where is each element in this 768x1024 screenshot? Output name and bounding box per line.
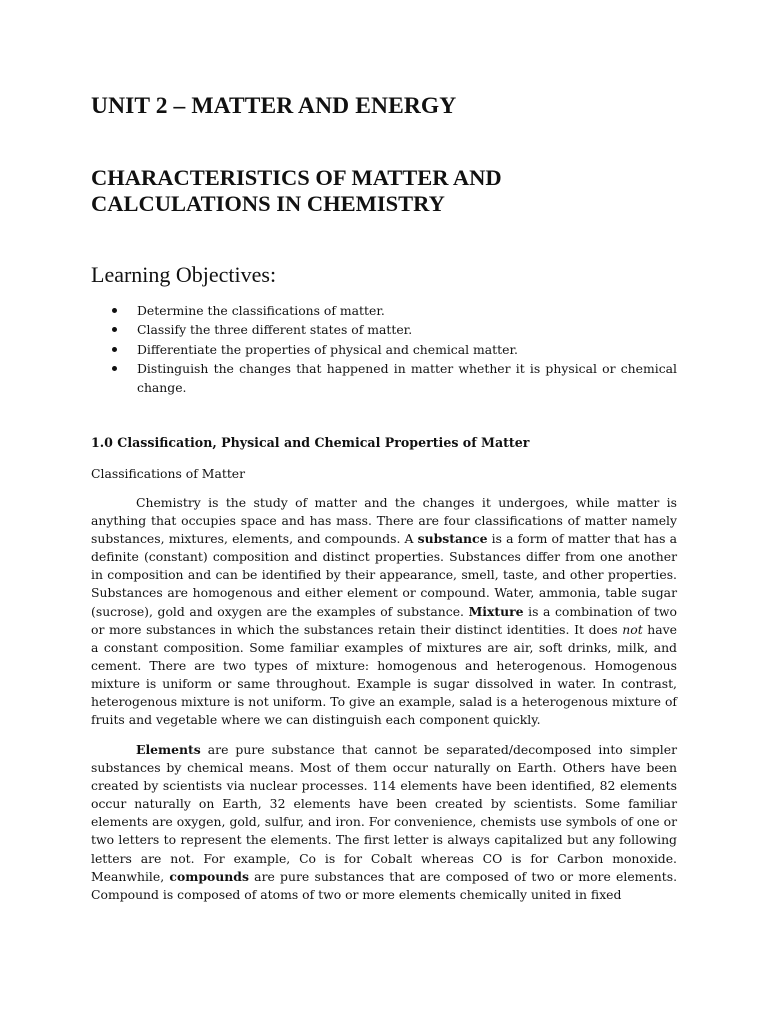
objective-text: Differentiate the properties of physical and chemical matter.: [137, 341, 518, 357]
bullet-icon: [112, 327, 117, 332]
learning-objectives-heading: Learning Objectives:: [91, 262, 277, 287]
paragraph-matter-classifications: [91, 494, 677, 729]
term-compounds: compounds: [169, 868, 249, 884]
bullet-icon: [112, 366, 117, 371]
objective-text: Distinguish the changes that happened in matter whether it is physical or chemical change.: [137, 360, 677, 396]
paragraph-text: are pure substance that cannot be separated/decomposed into simpler substances by chemical means. Most of them occur naturally on Earth. Others have been created by scientists via nuclear processes. 114 elements have been identified, 82 elements occur naturally on Earth, 32 elements have been created by scientists. Some familiar elements are oxygen, gold, sulfur, and iron. For convenience, chemists use symbols of one or two letters to represent the elements. The first letter is always capitalized but any following letters are not. For example, Co is for Cobalt whereas CO is for Carbon monoxide. Meanwhile,: [91, 742, 677, 884]
bullet-icon: [112, 347, 117, 352]
objective-item: [91, 359, 677, 398]
chapter-title-line-2: CALCULATIONS IN CHEMISTRY: [91, 191, 445, 216]
bullet-icon: [112, 308, 117, 313]
paragraph-text: have a constant composition. Some familiar examples of mixtures are air, soft drinks, milk, and cement. There are two types of mixture: homogenous and heterogenous. Homogenous mixture is uniform or same throughout. Example is sugar dissolved in water. In contrast, heterogenous mixture is not uniform. To give an example, salad is a heterogenous mixture of fruits and vegetable where we can distinguish each component quickly.: [91, 621, 678, 728]
term-elements: Elements: [136, 742, 201, 757]
chapter-title: [91, 165, 502, 217]
unit-title: UNIT 2 – MATTER AND ENERGY: [91, 93, 457, 119]
term-substance: substance: [417, 531, 488, 547]
paragraph-text: is a combination of two or more substances in which the substances retain their distinct identities. It does: [91, 603, 677, 637]
section-subheading: Classifications of Matter: [91, 466, 246, 481]
objective-text: Classify the three different states of matter.: [137, 322, 413, 338]
learning-objectives-list: [91, 301, 677, 397]
objective-text: Determine the classifications of matter.: [137, 303, 385, 318]
chapter-title-line-1: CHARACTERISTICS OF MATTER AND: [91, 165, 502, 190]
objective-item: [91, 320, 677, 339]
paragraph-text: Chemistry is the study of matter and the changes it undergoes, while matter is anything that occupies space and has mass. There are four classifications of matter namely substances, mixtures, elements, and compounds. A: [91, 495, 677, 547]
objective-item: [91, 340, 677, 359]
paragraph-text: is a form of matter that has a definite (constant) composition and distinct properties. Substances differ from one another in composition and can be identified by their appearance, smell, taste, and other properties. Substances are homogenous and either element or compound. Water, ammonia, table sugar (sucrose), gold and oxygen are the examples of substance.: [91, 531, 677, 619]
term-mixture: Mixture: [468, 603, 524, 619]
paragraph-elements-compounds: [91, 741, 677, 904]
section-heading: 1.0 Classification, Physical and Chemical Properties of Matter: [91, 435, 530, 450]
objective-item: [91, 301, 677, 320]
paragraph-text: are pure substances that are composed of two or more elements. Compound is composed of atoms of two or more elements chemically united in fixed: [91, 868, 678, 902]
emphasis-not: not: [622, 621, 643, 637]
